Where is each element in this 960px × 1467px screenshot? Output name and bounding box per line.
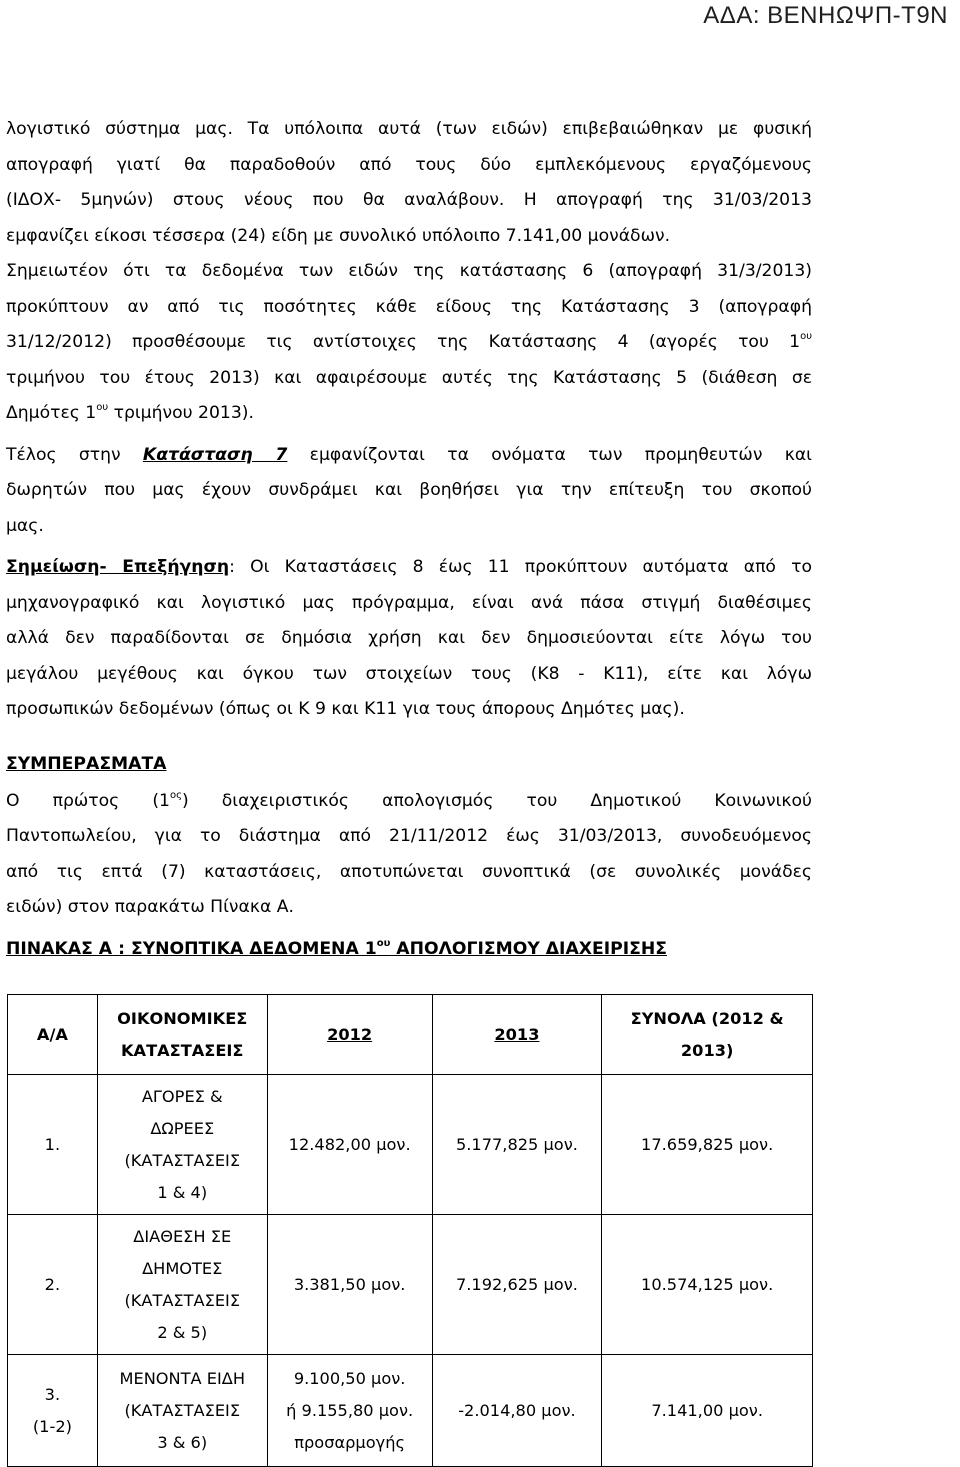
cell-text: ΔΩΡΕΕΣ: [150, 1118, 215, 1138]
cell-text: 1 & 4): [157, 1182, 208, 1202]
text-line: τριμήνου του έτους 2013) και αφαιρέσουμε αυτές της Κατάστασης 5 (διάθεση σε: [6, 367, 812, 388]
header-aa: [8, 995, 98, 1075]
text-line: προκύπτουν αν από τις ποσότητες κάθε είδους της Κατάστασης 3 (απογραφή: [6, 296, 812, 317]
table-title-part: ΑΠΟΛΟΓΙΣΜΟΥ ΔΙΑΧΕΙΡΙΣΗΣ: [390, 938, 667, 959]
table-title-part: :: [112, 938, 131, 959]
paragraph-note: [6, 550, 812, 728]
header-text: ΚΑΤΑΣΤΑΣΕΙΣ: [121, 1040, 244, 1060]
header-text: 2012: [327, 1024, 373, 1044]
cell-text: ΑΓΟΡΕΣ &: [141, 1086, 223, 1106]
superscript: ου: [96, 402, 109, 413]
text-span: τριμήνου 2013).: [108, 403, 254, 423]
header-text: 2013: [494, 1024, 540, 1044]
text-span: Ο πρώτος (1: [6, 790, 170, 811]
table-title-part: ΣΥΝΟΠΤΙΚΑ ΔΕΔΟΜΕΝΑ 1: [130, 938, 377, 959]
text-line: αλλά δεν παραδίδονται σε δημόσια χρήση και δεν δημοσιεύονται είτε λόγω του: [6, 628, 812, 648]
text-line: Σημειωτέον ότι τα δεδομένα των ειδών της κατάστασης 6 (απογραφή 31/3/2013): [6, 261, 812, 281]
cell-text: (ΚΑΤΑΣΤΑΣΕΙΣ: [124, 1400, 241, 1420]
superscript: ου: [800, 331, 812, 342]
ada-code-header: ΑΔΑ: ΒΕΝΗΩΨΠ-Τ9Ν: [703, 2, 948, 29]
table-row: [8, 1215, 813, 1355]
row-2012-cell: [267, 1075, 432, 1215]
table-row: [8, 1075, 813, 1215]
cell-text: 2 & 5): [157, 1322, 208, 1342]
text-line: απογραφή γιατί θα παραδοθούν από τους δύο εμπλεκόμενους εργαζόμενους: [6, 154, 812, 175]
cell-text: 2.: [44, 1274, 61, 1294]
text-line: μεγάλου μεγέθους και όγκου των στοιχείων τους (Κ8 - Κ11), είτε και λόγω: [6, 663, 812, 684]
cell-text: 1.: [44, 1134, 61, 1154]
row-total-cell: [602, 1075, 813, 1215]
cell-text: -2.014,80 μον.: [458, 1400, 576, 1420]
text-line: (ΙΔΟΧ- 5μηνών) στους νέους που θα αναλάβουν. Η απογραφή της 31/03/2013: [6, 190, 812, 210]
cell-text: 5.177,825 μον.: [455, 1134, 578, 1154]
row-description-cell: [97, 1215, 267, 1355]
header-2012: [267, 995, 432, 1075]
text-line: μας.: [6, 515, 44, 536]
paragraph-conclusions: [6, 784, 812, 926]
summary-table: [7, 994, 813, 1467]
text-line: προσωπικών δεδομένων (όπως οι Κ 9 και Κ11 για τους άπορους Δημότες μας).: [6, 699, 685, 719]
text-line: εμφανίζει είκοσι τέσσερα (24) είδη με συνολικό υπόλοιπο 7.141,00 μονάδων.: [6, 225, 671, 246]
row-2013-cell: [432, 1355, 602, 1467]
row-2013-cell: [432, 1075, 602, 1215]
header-2013: [432, 995, 602, 1075]
header-text: ΣΥΝΟΛΑ (2012 &: [630, 1008, 784, 1028]
text-line: [6, 325, 812, 361]
header-text: Α/Α: [36, 1024, 68, 1044]
row-2012-cell: [267, 1215, 432, 1355]
text-span: Τέλος στην: [6, 444, 143, 465]
cell-text: ΜΕΝΟΝΤΑ ΕΙΔΗ: [119, 1368, 246, 1388]
text-line: δωρητών που μας έχουν συνδράμει και βοηθήσει για την επίτευξη του σκοπού: [6, 480, 812, 500]
cell-text: 3.: [44, 1384, 61, 1404]
row-2012-cell: [267, 1355, 432, 1467]
text-span: 31/12/2012) προσθέσουμε τις αντίστοιχες της Κατάστασης 4 (αγορές του 1: [6, 332, 801, 352]
cell-text: 9.100,50 μον.: [293, 1368, 406, 1388]
text-span: ) διαχειριστικός απολογισμός του Δημοτικού Κοινωνικού: [181, 790, 812, 811]
text-line: Παντοπωλείου, για το διάστημα από 21/11/2012 έως 31/03/2013, συνοδευόμενος: [6, 826, 812, 846]
header-totals: [602, 995, 813, 1075]
cell-text: (ΚΑΤΑΣΤΑΣΕΙΣ: [124, 1150, 241, 1170]
text-line: [6, 438, 812, 474]
conclusions-heading: ΣΥΜΠΕΡΑΣΜΑΤΑ: [6, 753, 167, 774]
table-title-part: ΠΙΝΑΚΑΣ Α: [6, 938, 113, 959]
text-line: [6, 396, 812, 432]
table-row: [8, 1355, 813, 1467]
text-line: από τις επτά (7) καταστάσεις, αποτυπώνεται συνοπτικά (σε συνολικές μονάδες: [6, 861, 812, 882]
table-header-row: [8, 995, 813, 1075]
text-span: Δημότες 1: [6, 403, 97, 423]
header-text: 2013): [680, 1040, 734, 1060]
cell-text: ΔΙΑΘΕΣΗ ΣΕ: [133, 1226, 232, 1246]
cell-text: 7.192,625 μον.: [455, 1274, 578, 1294]
cell-text: 3.381,50 μον.: [293, 1274, 406, 1294]
document-body: [6, 112, 812, 967]
paragraph-suppliers: [6, 438, 812, 545]
cell-text: 10.574,125 μον.: [641, 1274, 774, 1294]
superscript: ος: [169, 789, 182, 801]
cell-text: ή 9.155,80 μον.: [286, 1400, 414, 1420]
row-aa-cell: [8, 1075, 98, 1215]
text-line: [6, 550, 812, 586]
table-title: [6, 932, 812, 967]
text-span: εμφανίζονται τα ονόματα των προμηθευτών και: [287, 444, 812, 465]
cell-text: 17.659,825 μον.: [641, 1134, 774, 1154]
row-description-cell: [97, 1075, 267, 1215]
cell-text: ΔΗΜΟΤΕΣ: [142, 1258, 223, 1278]
cell-text: 7.141,00 μον.: [651, 1400, 763, 1420]
cell-text: (1-2): [32, 1416, 72, 1436]
cell-text: 12.482,00 μον.: [288, 1134, 411, 1154]
text-line: λογιστικό σύστημα μας. Τα υπόλοιπα αυτά (των ειδών) επιβεβαιώθηκαν με φυσική: [6, 119, 812, 139]
header-statements: [97, 995, 267, 1075]
row-aa-cell: [8, 1355, 98, 1467]
row-2013-cell: [432, 1215, 602, 1355]
note-label: Σημείωση- Επεξήγηση: [6, 557, 230, 577]
text-line: ειδών) στον παρακάτω Πίνακα Α.: [6, 897, 294, 917]
table-body: [8, 1075, 813, 1467]
cell-text: 3 & 6): [157, 1432, 208, 1452]
text-line: [6, 784, 812, 820]
text-line: μηχανογραφικό και λογιστικό μας πρόγραμμα, είναι ανά πάσα στιγμή διαθέσιμες: [6, 592, 812, 613]
cell-text: (ΚΑΤΑΣΤΑΣΕΙΣ: [124, 1290, 241, 1310]
row-total-cell: [602, 1355, 813, 1467]
statement-7-link: Κατάσταση 7: [142, 444, 288, 465]
paragraph-inventory: [6, 112, 812, 432]
row-description-cell: [97, 1355, 267, 1467]
cell-text: προσαρμογής: [294, 1432, 405, 1452]
header-text: ΟΙΚΟΝΟΜΙΚΕΣ: [117, 1008, 248, 1028]
row-total-cell: [602, 1215, 813, 1355]
text-span: :: [229, 557, 235, 577]
text-span: Οι Καταστάσεις 8 έως 11 προκύπτουν αυτόματα από το: [234, 557, 812, 577]
superscript: ου: [376, 937, 391, 949]
row-aa-cell: [8, 1215, 98, 1355]
